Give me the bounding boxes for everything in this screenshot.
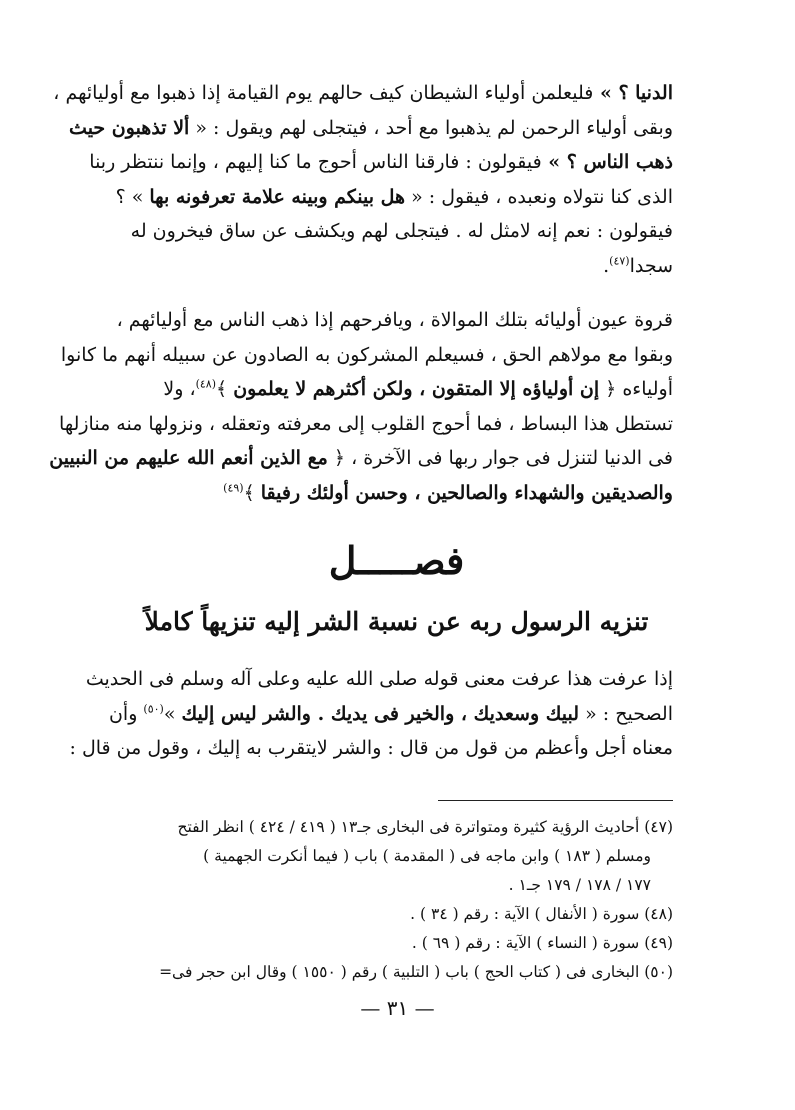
p2-line-2: وبقوا مع مولاهم الحق ، فسيعلم المشركون به الصادون عن سبيله أنهم ما كانوا xyxy=(60,343,673,366)
p2-line-1: قروة عيون أوليائه بتلك الموالاة ، ويافرحهم إذا ذهب الناس مع أوليائهم ، xyxy=(116,309,673,331)
footnote-ref-48: (٤٨) xyxy=(195,377,217,391)
footnote-separator xyxy=(438,800,673,801)
p2-line-6: والصديقين والشهداء والصالحين ، وحسن أولئك رفيقا ﴾$^{(٤٩)}$ xyxy=(223,481,673,504)
paragraph-3 xyxy=(69,662,673,766)
footnote-49: (٤٩) سورة ( النساء ) الآية : رقم ( ٦٩ ) . xyxy=(411,933,673,952)
footnote-47-cont-1: ومسلم ( ١٨٣ ) وابن ماجه فى ( المقدمة ) باب ( فيما أنكرت الجهمية ) xyxy=(203,846,651,865)
footnote-ref-49: (٤٩) xyxy=(223,481,244,495)
footnotes xyxy=(120,813,673,987)
footnote-47-cont-2: ١٧٧ / ١٧٨ / ١٧٩ جـ١ . xyxy=(508,875,651,894)
section-title: تنزيه الرسول ربه عن نسبة الشر إليه تنزيهاً كاملاً xyxy=(144,607,649,636)
page-number: — ٣١ — xyxy=(360,996,435,1020)
p3-line-3: معناه أجل وأعظم من قول من قال : والشر لايتقرب به إليك ، وقول من قال : xyxy=(69,737,673,759)
p1-line-4: الذى كنا نتولاه ونعبده ، فيقول : « هل بينكم وبينه علامة تعرفونه بها » ؟ xyxy=(115,185,673,208)
p3-line-2: الصحيح : « لبيك وسعديك ، والخير فى يديك . والشر ليس إليك »$^{(٥٠)}$ وأن xyxy=(108,702,673,725)
paragraph-1 xyxy=(53,76,673,283)
p1-line-3: ذهب الناس ؟ » فيقولون : فارقنا الناس أحوج ما كنا إليهم ، وإنما ننتظر ربنا xyxy=(89,151,673,173)
p1-line-1: الدنيا ؟ » فليعلمن أولياء الشيطان كيف حالهم يوم القيامة إذا ذهبوا مع أوليائهم ، xyxy=(53,82,673,104)
footnote-ref-50: (٥٠) xyxy=(143,702,164,716)
footnote-ref-47: (٤٧) xyxy=(609,254,630,268)
footnote-48: (٤٨) سورة ( الأنفال ) الآية : رقم ( ٣٤ ) . xyxy=(410,904,673,923)
p3-line-1: إذا عرفت هذا عرفت معنى قوله صلى الله عليه وعلى آله وسلم فى الحديث xyxy=(85,668,673,690)
p2-line-5: فى الدنيا لتنزل فى جوار ربها فى الآخرة ، ﴿ مع الذين أنعم الله عليهم من النبيين xyxy=(49,447,673,469)
p1-line-5: فيقولون : نعم إنه لامثل له . فيتجلى لهم ويكشف عن ساق فيخرون له xyxy=(130,220,673,242)
p2-line-3: أولياءه ﴿ إن أولياؤه إلا المتقون ، ولكن أكثرهم لا يعلمون ﴾$^{(٤٨)}$، ولا xyxy=(163,377,673,400)
section-heading: فصـــــل xyxy=(328,538,465,583)
p2-line-4: تستطل هذا البساط ، فما أحوج القلوب إلى معرفته وتعقله ، ونزولها منه منازلها xyxy=(59,412,673,435)
footnote-50: (٥٠) البخارى فى ( كتاب الحج ) باب ( التلبية ) رقم ( ١٥٥٠ ) وقال ابن حجر فى= xyxy=(159,962,673,981)
p1-line-2: وبقى أولياء الرحمن لم يذهبوا مع أحد ، فيتجلى لهم ويقول : « ألا تذهبون حيث xyxy=(69,116,673,139)
footnote-47: (٤٧) أحاديث الرؤية كثيرة ومتواترة فى البخارى جـ١٣ ( ٤١٩ / ٤٢٤ ) انظر الفتح xyxy=(177,817,673,836)
p1-line-6: سجدا$^{(٤٧)}$. xyxy=(603,254,673,277)
paragraph-2 xyxy=(49,303,673,510)
